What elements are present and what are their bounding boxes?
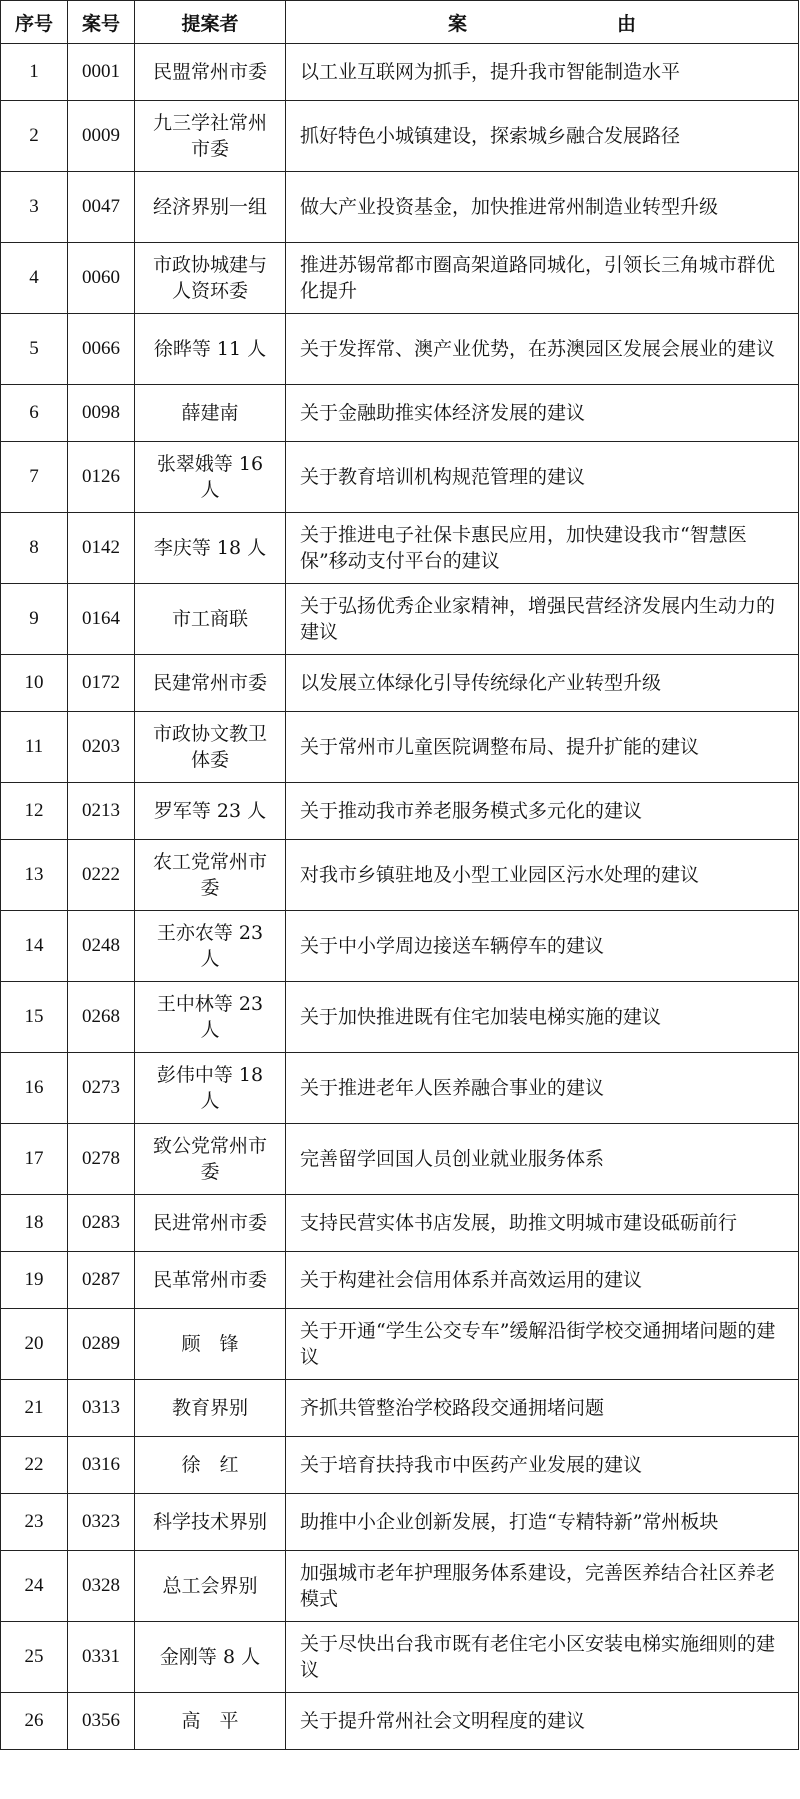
cell-case-no: 0009 bbox=[68, 101, 135, 172]
cell-proposer: 张翠娥等 16 人 bbox=[135, 442, 286, 513]
table-row bbox=[1, 840, 799, 911]
cell-case-no: 0001 bbox=[68, 44, 135, 101]
table-row bbox=[1, 712, 799, 783]
cell-case-no: 0283 bbox=[68, 1195, 135, 1252]
table-row bbox=[1, 1195, 799, 1252]
cell-case-no: 0287 bbox=[68, 1252, 135, 1309]
cell-proposer: 李庆等 18 人 bbox=[135, 513, 286, 584]
cell-reason: 关于提升常州社会文明程度的建议 bbox=[286, 1693, 799, 1750]
cell-reason: 关于弘扬优秀企业家精神，增强民营经济发展内生动力的建议 bbox=[286, 584, 799, 655]
cell-proposer: 市政协文教卫体委 bbox=[135, 712, 286, 783]
cell-proposer: 民进常州市委 bbox=[135, 1195, 286, 1252]
cell-serial-no: 3 bbox=[1, 172, 68, 243]
cell-reason: 关于推动我市养老服务模式多元化的建议 bbox=[286, 783, 799, 840]
cell-serial-no: 21 bbox=[1, 1380, 68, 1437]
table-row bbox=[1, 1053, 799, 1124]
cell-proposer: 彭伟中等 18 人 bbox=[135, 1053, 286, 1124]
cell-proposer: 高 平 bbox=[135, 1693, 286, 1750]
cell-case-no: 0331 bbox=[68, 1622, 135, 1693]
cell-reason: 关于教育培训机构规范管理的建议 bbox=[286, 442, 799, 513]
cell-case-no: 0222 bbox=[68, 840, 135, 911]
header-case-no: 案号 bbox=[68, 1, 135, 44]
cell-proposer: 市工商联 bbox=[135, 584, 286, 655]
cell-serial-no: 14 bbox=[1, 911, 68, 982]
cell-proposer: 科学技术界别 bbox=[135, 1494, 286, 1551]
cell-proposer: 农工党常州市委 bbox=[135, 840, 286, 911]
table-row bbox=[1, 655, 799, 712]
table-row bbox=[1, 243, 799, 314]
table-row bbox=[1, 1380, 799, 1437]
table-row bbox=[1, 442, 799, 513]
cell-reason: 对我市乡镇驻地及小型工业园区污水处理的建议 bbox=[286, 840, 799, 911]
header-reason bbox=[286, 1, 799, 44]
cell-serial-no: 18 bbox=[1, 1195, 68, 1252]
cell-case-no: 0356 bbox=[68, 1693, 135, 1750]
cell-case-no: 0066 bbox=[68, 314, 135, 385]
cell-case-no: 0213 bbox=[68, 783, 135, 840]
cell-reason: 关于培育扶持我市中医药产业发展的建议 bbox=[286, 1437, 799, 1494]
cell-serial-no: 26 bbox=[1, 1693, 68, 1750]
cell-proposer: 罗军等 23 人 bbox=[135, 783, 286, 840]
cell-serial-no: 8 bbox=[1, 513, 68, 584]
cell-proposer: 经济界别一组 bbox=[135, 172, 286, 243]
cell-reason: 助推中小企业创新发展，打造“专精特新”常州板块 bbox=[286, 1494, 799, 1551]
cell-serial-no: 1 bbox=[1, 44, 68, 101]
cell-reason: 支持民营实体书店发展，助推文明城市建设砥砺前行 bbox=[286, 1195, 799, 1252]
cell-case-no: 0126 bbox=[68, 442, 135, 513]
table-row bbox=[1, 1437, 799, 1494]
cell-serial-no: 15 bbox=[1, 982, 68, 1053]
table-row bbox=[1, 1622, 799, 1693]
table-row bbox=[1, 44, 799, 101]
cell-reason: 关于推进老年人医养融合事业的建议 bbox=[286, 1053, 799, 1124]
cell-reason: 齐抓共管整治学校路段交通拥堵问题 bbox=[286, 1380, 799, 1437]
cell-reason: 关于开通“学生公交专车”缓解沿街学校交通拥堵问题的建议 bbox=[286, 1309, 799, 1380]
cell-serial-no: 12 bbox=[1, 783, 68, 840]
cell-serial-no: 4 bbox=[1, 243, 68, 314]
cell-proposer: 民盟常州市委 bbox=[135, 44, 286, 101]
cell-proposer: 顾 锋 bbox=[135, 1309, 286, 1380]
table-row bbox=[1, 172, 799, 243]
cell-case-no: 0203 bbox=[68, 712, 135, 783]
cell-case-no: 0278 bbox=[68, 1124, 135, 1195]
cell-serial-no: 25 bbox=[1, 1622, 68, 1693]
cell-case-no: 0328 bbox=[68, 1551, 135, 1622]
cell-serial-no: 20 bbox=[1, 1309, 68, 1380]
cell-serial-no: 24 bbox=[1, 1551, 68, 1622]
cell-proposer: 民革常州市委 bbox=[135, 1252, 286, 1309]
cell-reason: 关于常州市儿童医院调整布局、提升扩能的建议 bbox=[286, 712, 799, 783]
header-reason-char-2: 由 bbox=[617, 12, 637, 35]
table-row bbox=[1, 911, 799, 982]
cell-reason: 关于尽快出台我市既有老住宅小区安装电梯实施细则的建议 bbox=[286, 1622, 799, 1693]
cell-reason: 做大产业投资基金，加快推进常州制造业转型升级 bbox=[286, 172, 799, 243]
table-row bbox=[1, 314, 799, 385]
table-row bbox=[1, 982, 799, 1053]
cell-reason: 关于中小学周边接送车辆停车的建议 bbox=[286, 911, 799, 982]
cell-reason: 以工业互联网为抓手，提升我市智能制造水平 bbox=[286, 44, 799, 101]
cell-case-no: 0098 bbox=[68, 385, 135, 442]
cell-serial-no: 6 bbox=[1, 385, 68, 442]
table-row bbox=[1, 1693, 799, 1750]
cell-serial-no: 22 bbox=[1, 1437, 68, 1494]
cell-serial-no: 2 bbox=[1, 101, 68, 172]
cell-case-no: 0142 bbox=[68, 513, 135, 584]
cell-proposer: 教育界别 bbox=[135, 1380, 286, 1437]
cell-proposer: 徐晔等 11 人 bbox=[135, 314, 286, 385]
table-row bbox=[1, 1252, 799, 1309]
cell-case-no: 0164 bbox=[68, 584, 135, 655]
table-row bbox=[1, 513, 799, 584]
header-serial-no: 序号 bbox=[1, 1, 68, 44]
cell-reason: 关于推进电子社保卡惠民应用，加快建设我市“智慧医保”移动支付平台的建议 bbox=[286, 513, 799, 584]
cell-serial-no: 23 bbox=[1, 1494, 68, 1551]
cell-case-no: 0273 bbox=[68, 1053, 135, 1124]
cell-serial-no: 9 bbox=[1, 584, 68, 655]
cell-case-no: 0323 bbox=[68, 1494, 135, 1551]
cell-case-no: 0172 bbox=[68, 655, 135, 712]
cell-serial-no: 7 bbox=[1, 442, 68, 513]
table-row bbox=[1, 1124, 799, 1195]
table-header-row bbox=[1, 1, 799, 44]
cell-reason: 加强城市老年护理服务体系建设，完善医养结合社区养老模式 bbox=[286, 1551, 799, 1622]
table-row bbox=[1, 1309, 799, 1380]
cell-serial-no: 11 bbox=[1, 712, 68, 783]
cell-reason: 抓好特色小城镇建设，探索城乡融合发展路径 bbox=[286, 101, 799, 172]
cell-reason: 关于金融助推实体经济发展的建议 bbox=[286, 385, 799, 442]
table-row bbox=[1, 1494, 799, 1551]
header-proposer: 提案者 bbox=[135, 1, 286, 44]
table-row bbox=[1, 584, 799, 655]
cell-serial-no: 10 bbox=[1, 655, 68, 712]
table-row bbox=[1, 101, 799, 172]
cell-case-no: 0316 bbox=[68, 1437, 135, 1494]
cell-reason: 推进苏锡常都市圈高架道路同城化，引领长三角城市群优化提升 bbox=[286, 243, 799, 314]
cell-case-no: 0268 bbox=[68, 982, 135, 1053]
table-row bbox=[1, 1551, 799, 1622]
cell-reason: 关于构建社会信用体系并高效运用的建议 bbox=[286, 1252, 799, 1309]
cell-reason: 关于发挥常、澳产业优势，在苏澳园区发展会展业的建议 bbox=[286, 314, 799, 385]
cell-proposer: 王中林等 23 人 bbox=[135, 982, 286, 1053]
table-row bbox=[1, 783, 799, 840]
cell-proposer: 金刚等 8 人 bbox=[135, 1622, 286, 1693]
cell-serial-no: 17 bbox=[1, 1124, 68, 1195]
cell-case-no: 0060 bbox=[68, 243, 135, 314]
cell-serial-no: 19 bbox=[1, 1252, 68, 1309]
cell-proposer: 市政协城建与人资环委 bbox=[135, 243, 286, 314]
cell-serial-no: 5 bbox=[1, 314, 68, 385]
cell-serial-no: 13 bbox=[1, 840, 68, 911]
cell-case-no: 0313 bbox=[68, 1380, 135, 1437]
cell-reason: 关于加快推进既有住宅加装电梯实施的建议 bbox=[286, 982, 799, 1053]
table-row bbox=[1, 385, 799, 442]
cell-serial-no: 16 bbox=[1, 1053, 68, 1124]
cell-proposer: 总工会界别 bbox=[135, 1551, 286, 1622]
cell-proposer: 民建常州市委 bbox=[135, 655, 286, 712]
cell-proposer: 徐 红 bbox=[135, 1437, 286, 1494]
cell-reason: 以发展立体绿化引导传统绿化产业转型升级 bbox=[286, 655, 799, 712]
cell-proposer: 王亦农等 23 人 bbox=[135, 911, 286, 982]
header-reason-char-1: 案 bbox=[447, 12, 467, 35]
cell-reason: 完善留学回国人员创业就业服务体系 bbox=[286, 1124, 799, 1195]
cell-case-no: 0248 bbox=[68, 911, 135, 982]
cell-proposer: 九三学社常州市委 bbox=[135, 101, 286, 172]
cell-case-no: 0047 bbox=[68, 172, 135, 243]
cell-proposer: 致公党常州市委 bbox=[135, 1124, 286, 1195]
cell-case-no: 0289 bbox=[68, 1309, 135, 1380]
cell-proposer: 薛建南 bbox=[135, 385, 286, 442]
